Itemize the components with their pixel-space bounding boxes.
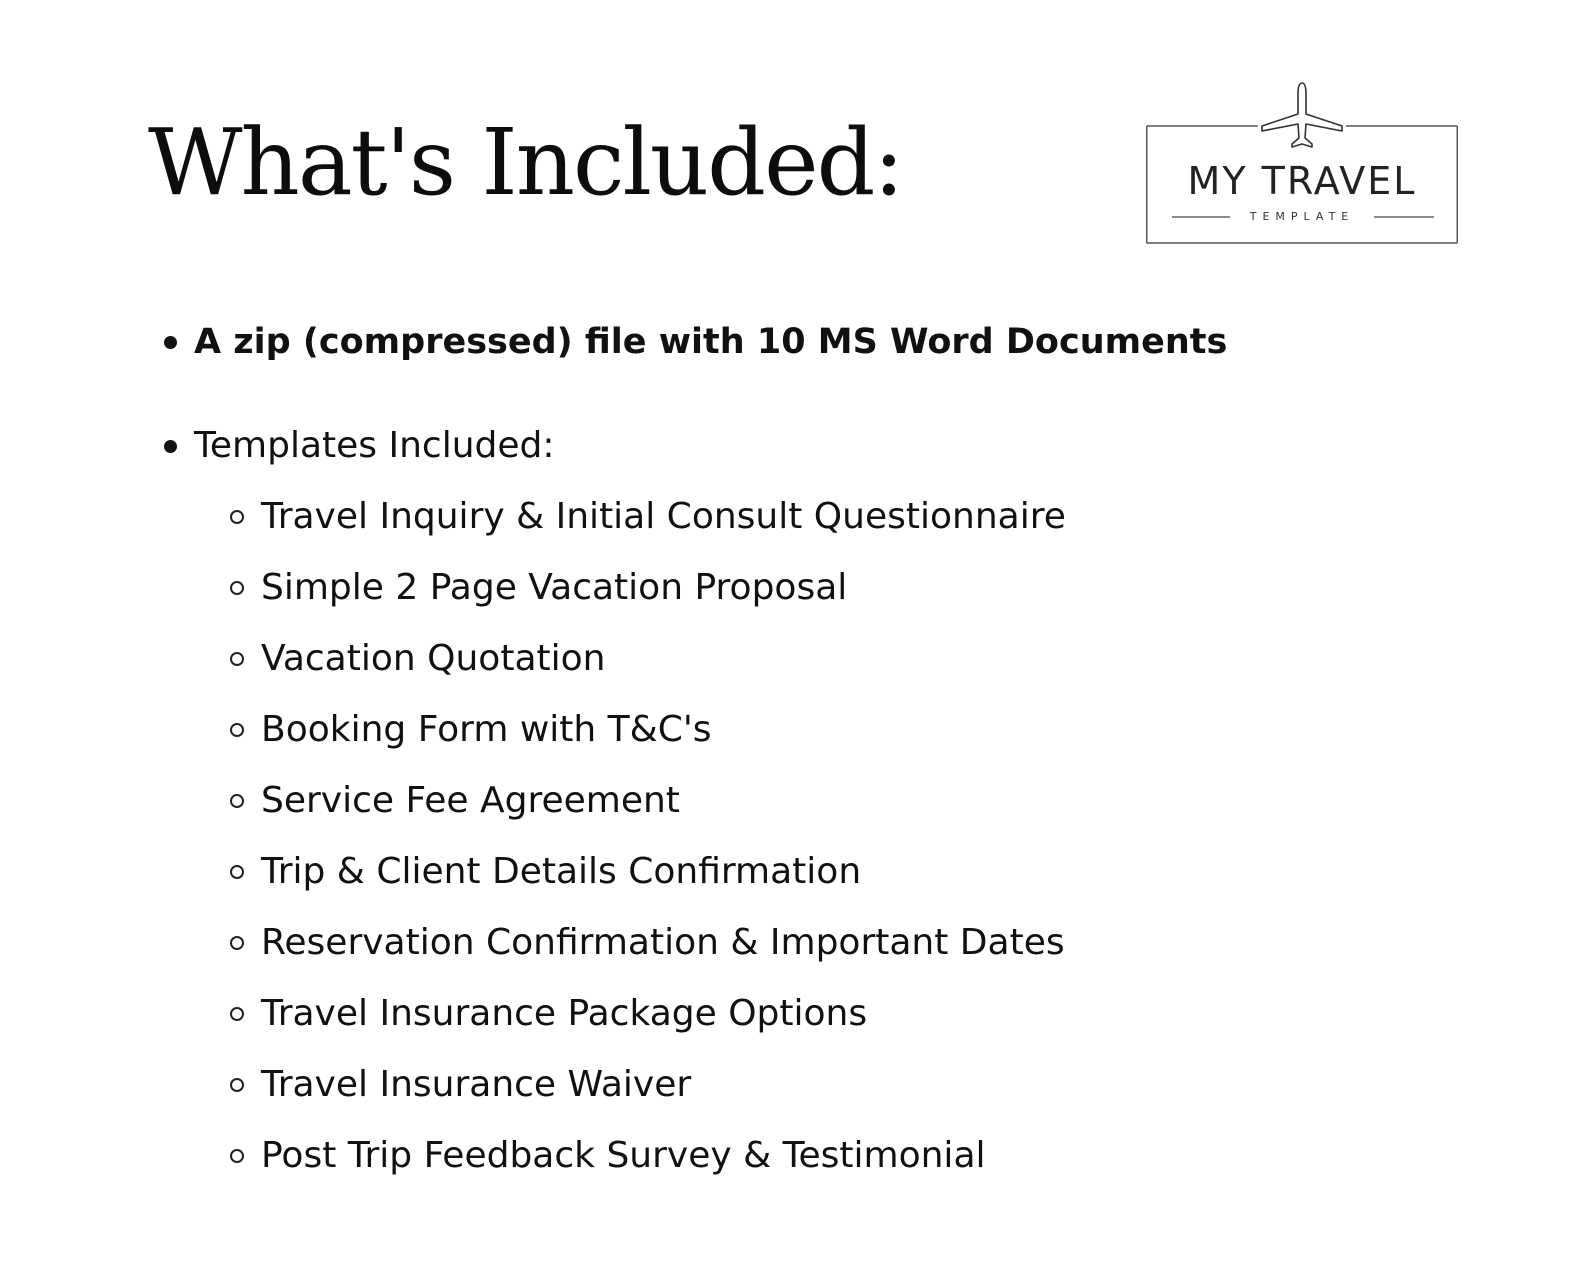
- template-label: Reservation Confirmation & Important Dates: [261, 922, 1065, 963]
- template-item: [194, 988, 1227, 1059]
- circle-bullet-icon: [230, 723, 244, 737]
- circle-bullet-icon: [230, 581, 244, 595]
- template-label: Trip & Client Details Confirmation: [261, 851, 862, 892]
- circle-bullet-icon: [230, 510, 244, 524]
- template-label: Booking Form with T&C's: [261, 709, 712, 750]
- brand-logo: [1146, 80, 1458, 246]
- template-label: Service Fee Agreement: [261, 780, 680, 821]
- bullet-icon: [164, 440, 177, 453]
- template-label: Post Trip Feedback Survey & Testimonial: [261, 1135, 986, 1176]
- circle-bullet-icon: [230, 1078, 244, 1092]
- logo-title: MY TRAVEL: [1187, 159, 1417, 203]
- list-item-zip-file: [160, 316, 1227, 368]
- template-label: Travel Insurance Package Options: [261, 993, 868, 1034]
- list-item-label: A zip (compressed) file with 10 MS Word Documents: [194, 322, 1228, 362]
- template-item: [194, 1130, 1227, 1201]
- circle-bullet-icon: [230, 1007, 244, 1021]
- template-label: Travel Inquiry & Initial Consult Questionnaire: [261, 496, 1066, 537]
- circle-bullet-icon: [230, 865, 244, 879]
- circle-bullet-icon: [230, 794, 244, 808]
- template-item: [194, 704, 1227, 775]
- list-item-label: Templates Included:: [194, 425, 555, 466]
- template-label: Vacation Quotation: [261, 638, 606, 679]
- templates-list: [194, 491, 1227, 1201]
- circle-bullet-icon: [230, 1149, 244, 1163]
- logo-subtitle: TEMPLATE: [1249, 210, 1355, 223]
- circle-bullet-icon: [230, 936, 244, 950]
- circle-bullet-icon: [230, 652, 244, 666]
- bullet-icon: [164, 336, 177, 349]
- list-item-templates: [160, 420, 1227, 1201]
- template-item: [194, 846, 1227, 917]
- airplane-icon: [1262, 83, 1342, 147]
- template-item: [194, 917, 1227, 988]
- page-title: What's Included:: [148, 109, 903, 216]
- template-label: Travel Insurance Waiver: [261, 1064, 692, 1105]
- template-item: [194, 1059, 1227, 1130]
- included-list: [160, 316, 1227, 1201]
- template-item: [194, 491, 1227, 562]
- template-label: Simple 2 Page Vacation Proposal: [261, 567, 848, 608]
- template-item: [194, 562, 1227, 633]
- template-item: [194, 633, 1227, 704]
- template-item: [194, 775, 1227, 846]
